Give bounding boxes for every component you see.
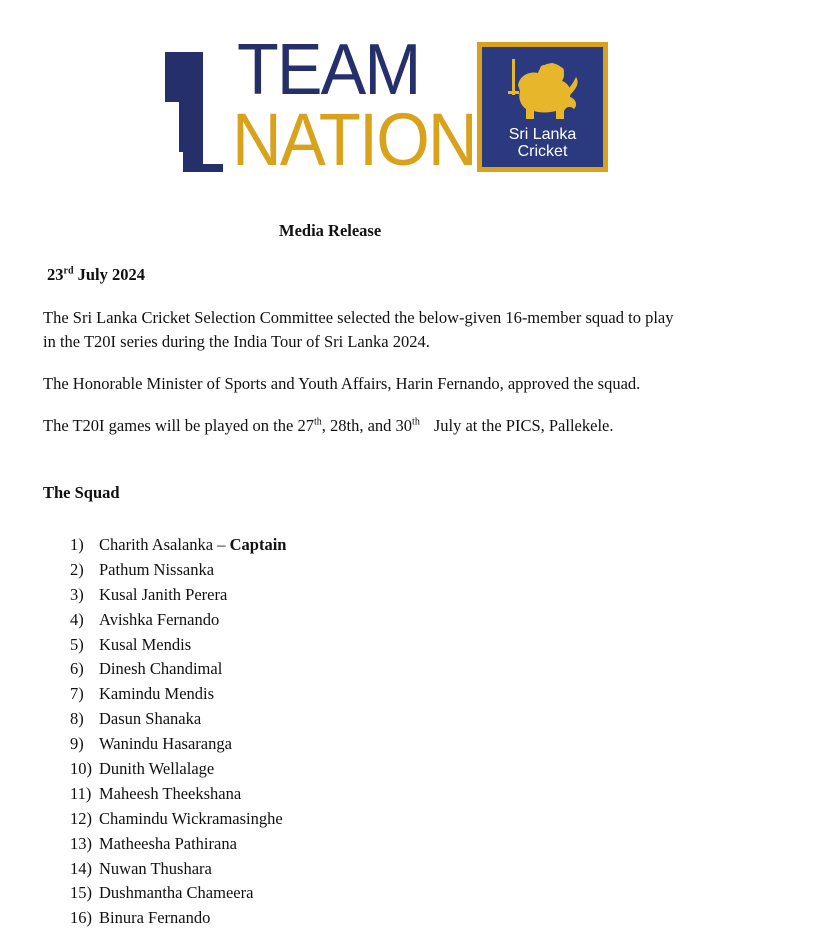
schedule-text-b: , 28th, and 30	[321, 416, 413, 435]
schedule-text-a: The T20I games will be played on the 27	[43, 416, 314, 435]
list-item	[70, 635, 286, 660]
list-item-number: 3)	[70, 584, 84, 604]
player-name: Kusal Janith Perera	[99, 584, 228, 604]
list-item	[70, 560, 286, 585]
list-item-number: 15)	[70, 883, 92, 903]
list-item-number: 16)	[70, 908, 92, 928]
paragraph-approval: The Honorable Minister of Sports and Youth Affairs, Harin Fernando, approved the squad.	[43, 374, 641, 393]
date-month-year: July 2024	[77, 265, 146, 284]
player-name: Matheesha Pathirana	[99, 833, 237, 853]
list-item	[70, 759, 286, 784]
list-item	[70, 734, 286, 759]
list-item-number: 14)	[70, 858, 92, 878]
badge-inner	[482, 47, 603, 167]
list-item	[70, 709, 286, 734]
media-release-heading: Media Release	[279, 221, 382, 240]
schedule-text-c: July at the PICS, Pallekele.	[433, 416, 614, 435]
date-suffix: rd	[63, 265, 74, 277]
player-name: Avishka Fernando	[99, 609, 220, 629]
list-item	[70, 883, 286, 908]
list-item-number: 11)	[70, 783, 92, 803]
list-item	[70, 908, 286, 933]
list-item-number: 9)	[70, 734, 84, 754]
captain-label: Captain	[229, 535, 287, 554]
player-name: Dinesh Chandimal	[99, 659, 223, 679]
player-name: Dunith Wellalage	[99, 759, 215, 779]
player-name: Charith Asalanka	[99, 535, 214, 554]
list-item-number: 2)	[70, 559, 84, 579]
team-one-numeral-logo	[165, 42, 235, 172]
list-item	[70, 610, 286, 635]
paragraph-selection-line1: The Sri Lanka Cricket Selection Committee selected the below-given 16-member squad to play	[43, 308, 674, 327]
list-item-number: 1)	[70, 535, 84, 554]
player-name: Dushmantha Chameera	[99, 883, 254, 903]
badge-text-sri-lanka: Sri Lanka	[508, 126, 577, 143]
list-item	[70, 585, 286, 610]
list-item-number: 4)	[70, 609, 84, 629]
list-item-number: 13)	[70, 833, 92, 853]
list-item	[70, 834, 286, 859]
badge-text-cricket: Cricket	[517, 143, 568, 160]
list-item-number: 7)	[70, 684, 84, 704]
paragraph-schedule	[43, 418, 613, 435]
captain-separator: –	[213, 535, 230, 554]
logo-nation-word: NATION	[232, 98, 476, 181]
list-item	[70, 809, 286, 834]
player-name: Chamindu Wickramasinghe	[99, 808, 283, 828]
release-date	[47, 267, 145, 284]
player-name: Kamindu Mendis	[99, 684, 215, 704]
player-name: Kusal Mendis	[99, 634, 192, 654]
list-item	[70, 659, 286, 684]
list-item-number: 6)	[70, 659, 84, 679]
player-name: Wanindu Hasaranga	[99, 734, 232, 754]
sri-lanka-cricket-badge	[477, 42, 608, 172]
paragraph-selection-line2: in the T20I series during the India Tour of Sri Lanka 2024.	[43, 332, 430, 351]
player-name: Pathum Nissanka	[99, 559, 215, 579]
schedule-sup-1: th	[313, 416, 322, 428]
squad-heading: The Squad	[43, 483, 120, 502]
list-item	[70, 859, 286, 884]
list-item	[70, 535, 286, 560]
list-item-number: 8)	[70, 709, 84, 729]
player-name: Maheesh Theekshana	[99, 783, 242, 803]
player-name: Nuwan Thushara	[99, 858, 212, 878]
list-item-number: 10)	[70, 759, 92, 779]
list-item	[70, 684, 286, 709]
date-day: 23	[47, 265, 64, 284]
schedule-sup-2: th	[412, 416, 420, 428]
list-item	[70, 784, 286, 809]
squad-list	[70, 535, 286, 933]
lion-emblem-icon	[504, 55, 582, 125]
player-name: Binura Fernando	[99, 908, 211, 928]
list-item-number: 12)	[70, 808, 92, 828]
logo-team-word: TEAM	[237, 30, 420, 110]
player-name: Dasun Shanaka	[99, 709, 202, 729]
list-item-number: 5)	[70, 634, 84, 654]
